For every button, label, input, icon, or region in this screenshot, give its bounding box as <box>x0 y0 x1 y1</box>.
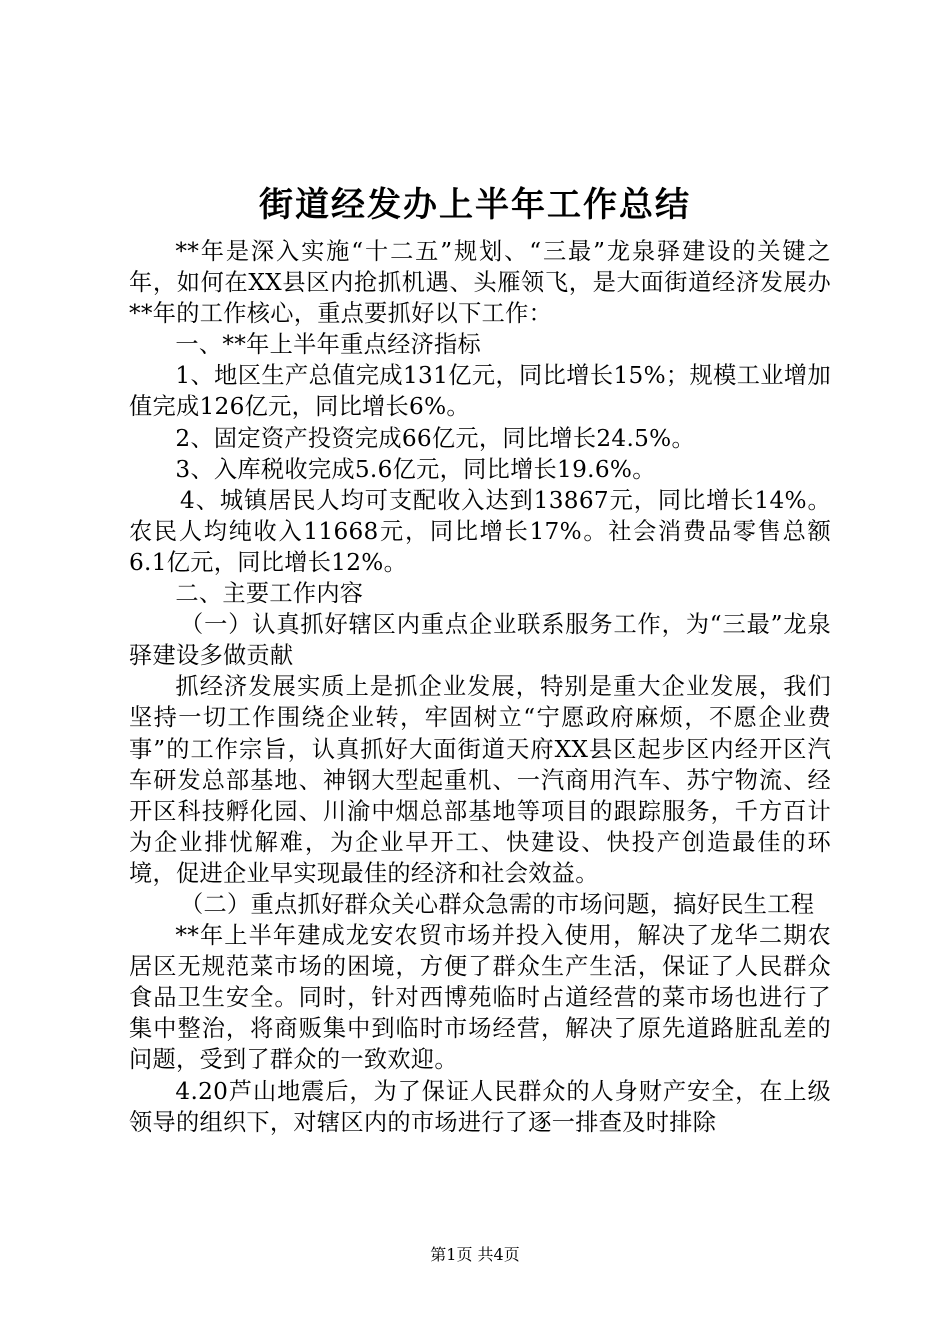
paragraph-indicator-1: 1、地区生产总值完成131亿元，同比增长15%；规模工业增加值完成126亿元，同比增长6%。 <box>129 362 831 421</box>
paragraph-indicator-3: 3、入库税收完成5.6亿元，同比增长19.6%。 <box>175 455 656 483</box>
paragraph-earthquake: 4.20芦山地震后，为了保证人民群众的人身财产安全，在上级领导的组织下，对辖区内的市场进行了逐一排查及时排除 <box>129 1077 831 1136</box>
paragraph-indicator-4: 4、城镇居民人均可支配收入达到13867元，同比增长14%。农民人均纯收入11668元，同比增长17%。社会消费品零售总额6.1亿元，同比增长12%。 <box>129 486 831 576</box>
paragraph-market-construction: **年上半年建成龙安农贸市场并投入使用，解决了龙华二期农居区无规范菜市场的困境，方便了群众生产生活，保证了人民群众食品卫生安全。同时，针对西博苑临时占道经营的菜市场也进行了集中整治，将商贩集中到临时市场经营，解决了原先道路脏乱差的问题，受到了群众的一致欢迎。 <box>129 922 831 1074</box>
paragraph-enterprise-service: 抓经济发展实质上是抓企业发展，特别是重大企业发展，我们坚持一切工作围绕企业转，牢固树立“宁愿政府麻烦，不愿企业费事”的工作宗旨，认真抓好大面街道天府XX县区起步区内经开区汽车研发总部基地、神钢大型起重机、一汽商用汽车、苏宁物流、经开区科技孵化园、川渝中烟总部基地等项目的跟踪服务，千方百计为企业排忧解难，为企业早开工、快建设、快投产创造最佳的环境，促进企业早实现最佳的经济和社会效益。 <box>129 673 831 887</box>
heading-economic-indicators: 一、**年上半年重点经济指标 <box>175 331 482 359</box>
paragraph-indicator-2: 2、固定资产投资完成66亿元，同比增长24.5%。 <box>175 424 695 452</box>
subheading-market-issues: （二）重点抓好群众关心群众急需的市场问题，搞好民生工程 <box>180 890 815 918</box>
paragraph-intro: **年是深入实施“十二五”规划、“三最”龙泉驿建设的关键之年，如何在XX县区内抢抓机遇、头雁领飞，是大面街道经济发展办**年的工作核心，重点要抓好以下工作： <box>129 238 831 328</box>
document-body <box>129 236 831 1138</box>
subheading-enterprise-service: （一）认真抓好辖区内重点企业联系服务工作，为“三最”龙泉驿建设多做贡献 <box>129 611 831 670</box>
page-footer: 第1页 共4页 <box>430 1245 520 1264</box>
heading-main-work: 二、主要工作内容 <box>175 580 364 608</box>
document-title: 街道经发办上半年工作总结 <box>259 185 691 225</box>
